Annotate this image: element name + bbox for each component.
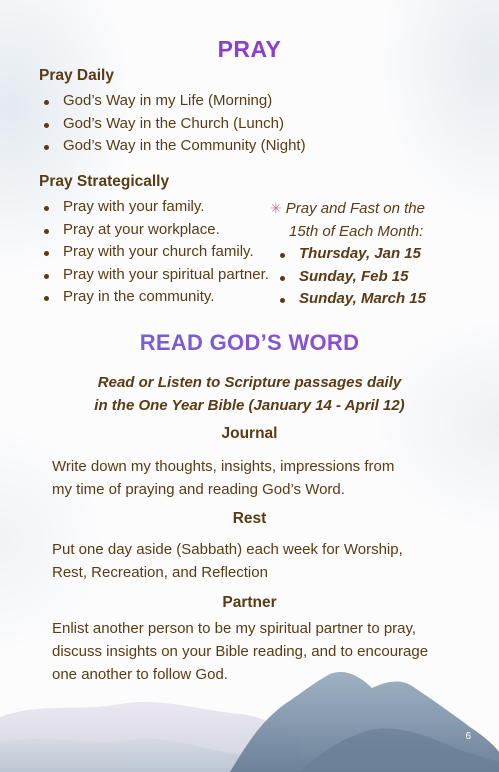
read-gods-word-title: READ GOD’S WORD [0,330,499,356]
pray-daily-heading: Pray Daily [39,67,114,84]
page-number: 6 [465,731,471,742]
fast-note-line1: ✳ Pray and Fast on the [270,200,425,217]
list-item: Thursday, Jan 15 [276,243,470,266]
list-item: Pray with your family. [40,196,269,219]
partner-text: Enlist another person to be my spiritual partner to pray, discuss insights on your Bible reading, and to encourage one another to follow God. [52,620,429,683]
list-item: God’s Way in my Life (Morning) [40,90,306,113]
read-subtitle: Read or Listen to Scripture passages daily in the One Year Bible (January 14 - April 12) [94,374,405,414]
pray-daily-list [40,90,306,158]
fast-dates-list [276,243,470,311]
list-item: God’s Way in the Church (Lunch) [40,113,306,136]
journal-heading: Journal [221,425,278,442]
list-item: God’s Way in the Community (Night) [40,135,306,158]
partner-heading: Partner [222,594,277,611]
asterisk-star-icon: ✳ [270,200,282,216]
pray-title: PRAY [217,36,282,62]
list-item: Sunday, Feb 15 [276,266,470,289]
list-item: Pray at your workplace. [40,219,269,242]
pray-strategically-heading: Pray Strategically [39,173,170,190]
fast-note-box [270,197,470,311]
fast-note-line2: 15th of Each Month: [289,222,424,240]
journal-text: Write down my thoughts, insights, impressions from my time of praying and reading God’s Word. [52,458,395,498]
list-item: Pray with your church family. [40,241,269,264]
list-item: Pray in the community. [40,286,269,309]
rest-heading: Rest [232,510,267,527]
list-item: Pray with your spiritual partner. [40,264,269,287]
rest-text: Put one day aside (Sabbath) each week for Worship, Rest, Recreation, and Reflection [52,541,403,581]
list-item: Sunday, March 15 [276,288,470,311]
pray-strategically-list [40,196,269,309]
